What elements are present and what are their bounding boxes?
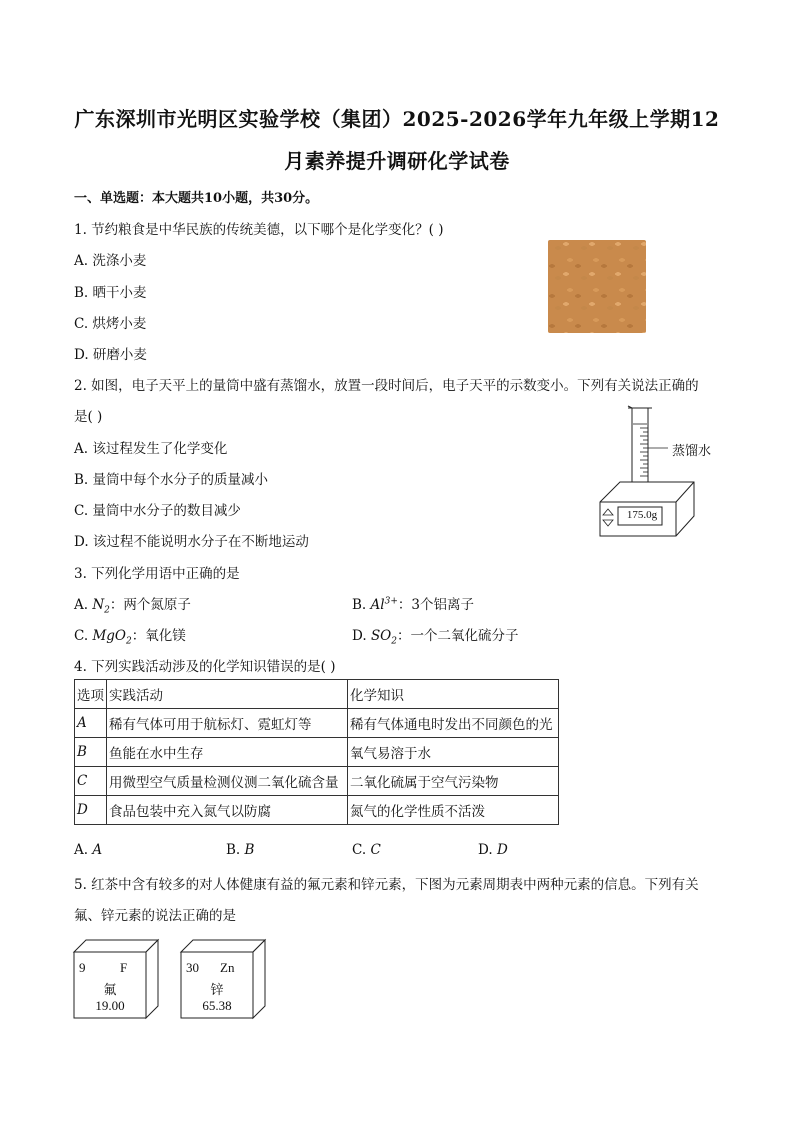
table-header-cell: 选项	[75, 680, 107, 709]
q4-option-c: C. C	[352, 842, 381, 858]
table-row	[75, 738, 559, 767]
element-zn-mass: 65.38	[202, 998, 232, 1013]
q1-option-d: D. 研磨小麦	[74, 347, 147, 363]
section-header: 一、单选题：本大题共10小题，共30分。	[74, 191, 319, 206]
table-cell: C	[75, 767, 107, 796]
distilled-water-label: 蒸馏水	[672, 444, 712, 459]
table-header-cell: 化学知识	[348, 680, 559, 709]
table-row	[75, 767, 559, 796]
element-f-mass: 19.00	[95, 998, 125, 1013]
q1-option-c: C. 烘烤小麦	[74, 316, 147, 332]
table-cell: 稀有气体可用于航标灯、霓虹灯等	[107, 709, 348, 738]
table-cell: 用微型空气质量检测仪测二氧化硫含量	[107, 767, 348, 796]
q3-option-b: B. $Al^{3+}$：3个铝离子	[352, 596, 474, 613]
q3-option-a: A. $N_2$：两个氮原子	[74, 597, 191, 616]
table-row	[75, 796, 559, 825]
q2-option-a: A. 该过程发生了化学变化	[74, 441, 228, 457]
table-cell: 氧气易溶于水	[348, 738, 559, 767]
q3-option-d: D. $SO_2$：一个二氧化硫分子	[352, 628, 519, 647]
table-header-row	[75, 680, 559, 709]
element-f-symbol: F	[120, 960, 128, 975]
q2-option-b: B. 量筒中每个水分子的质量减小	[74, 472, 269, 488]
table-cell: A	[75, 709, 107, 738]
q5-stem-line1: 5. 红茶中含有较多的对人体健康有益的氟元素和锌元素，下图为元素周期表中两种元素的信息。下列有关	[74, 877, 699, 893]
table-cell: 鱼能在水中生存	[107, 738, 348, 767]
q4-option-b: B. B	[226, 842, 255, 858]
wheat-grains-image	[548, 240, 646, 333]
element-f-number: 9	[79, 960, 86, 975]
q2-option-d: D. 该过程不能说明水分子在不断地运动	[74, 534, 309, 550]
table-cell: 稀有气体通电时发出不同颜色的光	[348, 709, 559, 738]
q1-option-b: B. 晒干小麦	[74, 285, 147, 301]
table-cell: 食品包装中充入氮气以防腐	[107, 796, 348, 825]
q4-option-a: A. A	[74, 842, 103, 858]
q2-stem-line2: 是( )	[74, 409, 103, 425]
table-cell: 氮气的化学性质不活泼	[348, 796, 559, 825]
table-header-cell: 实践活动	[107, 680, 348, 709]
q2-option-c: C. 量筒中水分子的数目减少	[74, 503, 241, 519]
q3-option-c: C. MgO$_2$：氧化镁	[74, 628, 186, 647]
table-cell: B	[75, 738, 107, 767]
element-f-name: 氟	[103, 983, 117, 998]
scale-reading: 175.0g	[626, 509, 658, 521]
q2-stem-line1: 2. 如图，电子天平上的量筒中盛有蒸馏水，放置一段时间后，电子天平的示数变小。下列有关说法正确的	[74, 378, 699, 394]
q5-stem-line2: 氟、锌元素的说法正确的是	[74, 908, 236, 924]
element-zn-name: 锌	[210, 983, 224, 998]
q4-stem: 4. 下列实践活动涉及的化学知识错误的是( )	[74, 659, 336, 675]
q1-stem: 1. 节约粮食是中华民族的传统美德，以下哪个是化学变化？( )	[74, 222, 444, 238]
balance-cylinder-figure	[592, 404, 722, 544]
q4-option-d: D. D	[478, 842, 508, 858]
table-cell: D	[75, 796, 107, 825]
q1-option-a: A. 洗涤小麦	[74, 253, 147, 269]
q4-knowledge-table	[74, 679, 559, 825]
element-zn-number: 30	[186, 960, 199, 975]
q3-stem: 3. 下列化学用语中正确的是	[74, 566, 240, 582]
element-zn-symbol: Zn	[220, 960, 235, 975]
table-row	[75, 709, 559, 738]
table-cell: 二氧化硫属于空气污染物	[348, 767, 559, 796]
exam-title-line1: 广东深圳市光明区实验学校（集团）2025-2026学年九年级上学期12	[74, 107, 720, 131]
exam-title-line2: 月素养提升调研化学试卷	[284, 149, 510, 173]
